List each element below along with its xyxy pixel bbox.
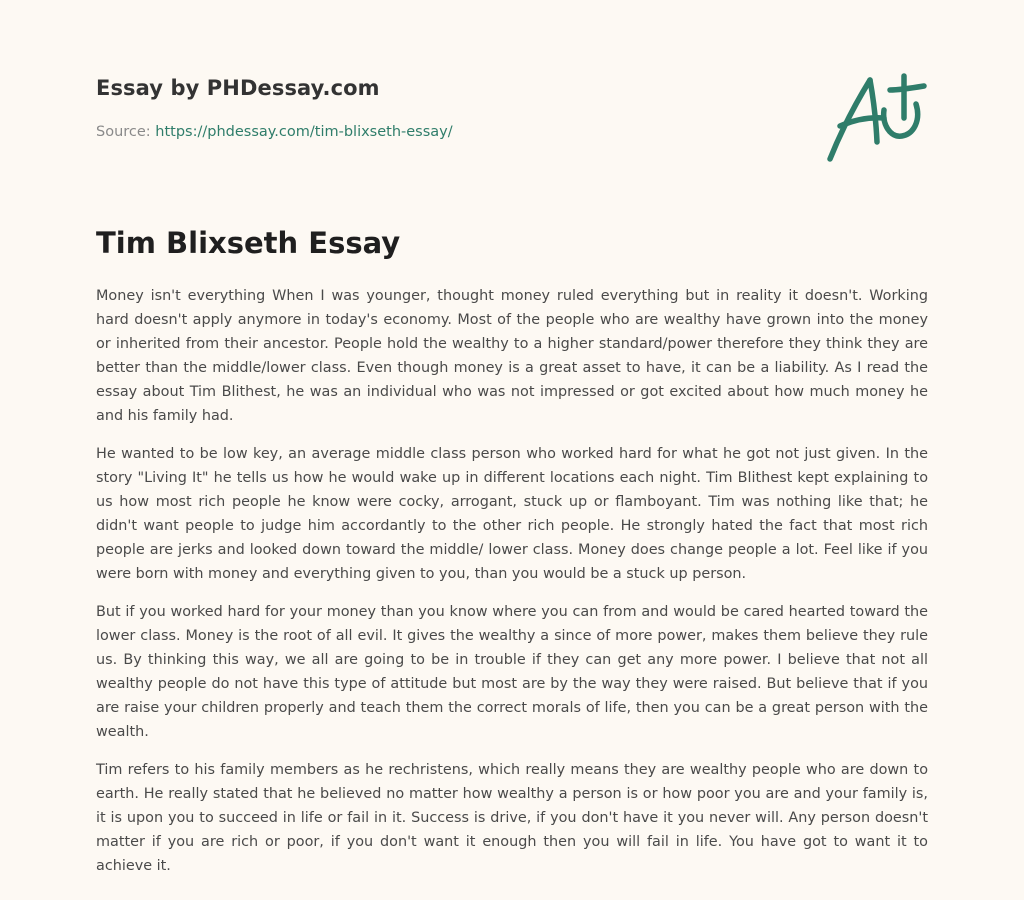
essay-paragraph: But if you worked hard for your money than you know where you can from and would be cared hearted toward the lower class. Money is the root of all evil. It gives the wealthy a since of more power, makes them believe they rule us. By thinking this way, we all are going to be in trouble if they can get any more power. I believe that not all wealthy people do not have this type of attitude but most are by the way they were raised. But believe that if you are raise your children properly and teach them the correct morals of life, then you can be a great person with the wealth. (96, 604, 928, 740)
essay-title: Tim Blixseth Essay (96, 226, 401, 260)
source-label: Source: (96, 124, 156, 140)
source-line (96, 124, 453, 140)
essay-body (96, 284, 928, 892)
essay-paragraph: Tim refers to his family members as he rechristens, which really means they are wealthy people who are down to earth. He really stated that he believed no matter how wealthy a person is or how poor you are and your family is, it is upon you to succeed in life or fail in it. Success is drive, if you don't have it you never will. Any person doesn't matter if you are rich or poor, if you don't want it enough then you will fail in life. You have got to want it to achieve it. (96, 762, 928, 874)
essay-paragraph: He wanted to be low key, an average middle class person who worked hard for what he got not just given. In the story "Living It" he tells us how he would wake up in different locations each night. Tim Blithest kept explaining to us how most rich people he know were cocky, arrogant, stuck up or flamboyant. Tim was nothing like that; he didn't want people to judge him accordantly to the other rich people. He strongly hated the fact that most rich people are jerks and looked down toward the middle/ lower class. Money does change people a lot. Feel like if you were born with money and everything given to you, than you would be a stuck up person. (96, 446, 928, 582)
essay-paragraph: Money isn't everything When I was younger, thought money ruled everything but in reality it doesn't. Working hard doesn't apply anymore in today's economy. Most of the people who are wealthy have grown into the money or inherited from their ancestor. People hold the wealthy to a higher standard/power therefore they think they are better than the middle/lower class. Even though money is a great asset to have, it can be a liability. As I read the essay about Tim Blithest, he was an individual who was not impressed or got excited about how much money he and his family had. (96, 288, 928, 424)
site-brand: Essay by PHDessay.com (96, 76, 380, 100)
source-link[interactable]: https://phdessay.com/tim-blixseth-essay/ (155, 124, 453, 140)
page-header (96, 76, 928, 176)
a-plus-icon (824, 68, 928, 164)
